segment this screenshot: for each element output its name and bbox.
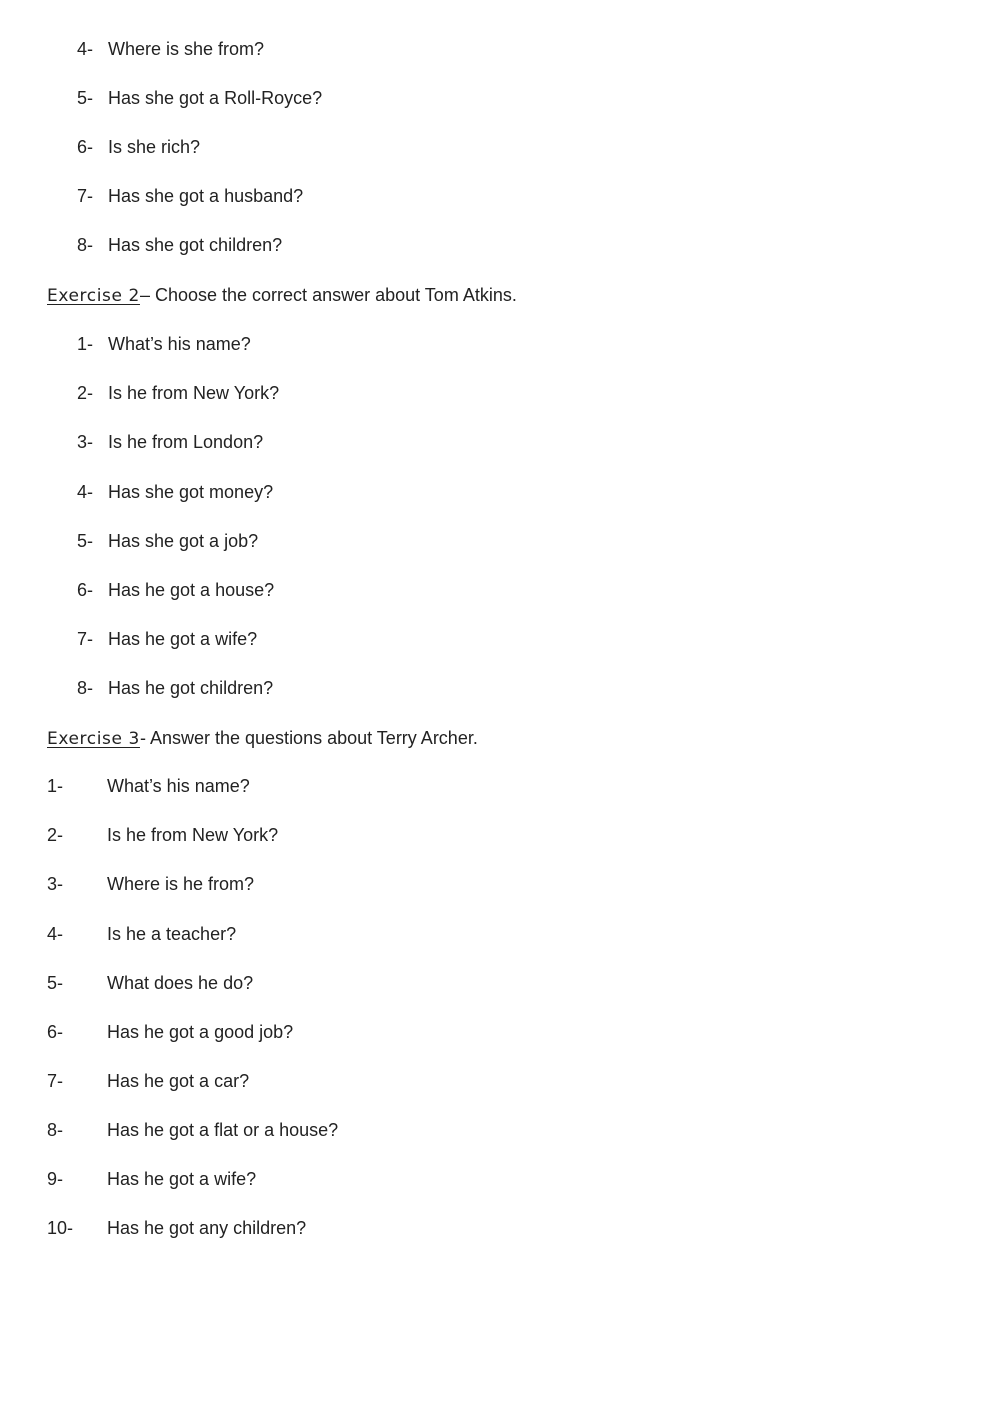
item-question: Is he a teacher? xyxy=(107,924,237,944)
item-question: Has he got any children? xyxy=(107,1218,307,1238)
item-question: Has she got children? xyxy=(108,235,283,255)
item-number: 1- xyxy=(47,776,64,796)
item-number: 7- xyxy=(77,186,94,206)
item-number: 7- xyxy=(47,1071,64,1091)
item-question: Is she rich? xyxy=(108,137,201,157)
item-question: Has she got a husband? xyxy=(108,186,304,206)
exercise3-instruction: Answer the questions about Terry Archer. xyxy=(149,728,478,748)
exercise2-heading xyxy=(47,280,517,310)
item-question: Has he got a wife? xyxy=(108,629,258,649)
item-question: Has he got a wife? xyxy=(107,1169,257,1189)
item-number: 8- xyxy=(47,1120,64,1140)
item-question: Has she got money? xyxy=(108,482,274,502)
item-question: Has she got a job? xyxy=(108,531,259,551)
item-question: Has he got children? xyxy=(108,678,274,698)
item-number: 3- xyxy=(47,874,64,894)
item-number: 4- xyxy=(47,924,64,944)
item-question: Has he got a flat or a house? xyxy=(107,1120,339,1140)
item-number: 5- xyxy=(47,973,64,993)
item-question: What’s his name? xyxy=(108,334,251,354)
item-number: 6- xyxy=(77,580,94,600)
item-number: 8- xyxy=(77,235,94,255)
exercise2-separator: – xyxy=(139,285,155,305)
exercise3-separator: - xyxy=(139,728,150,748)
item-question: Is he from New York? xyxy=(108,383,280,403)
item-question: Is he from London? xyxy=(108,432,264,452)
exercise3-heading xyxy=(47,723,478,753)
item-number: 9- xyxy=(47,1169,64,1189)
item-number: 5- xyxy=(77,531,94,551)
item-question: Has she got a Roll-Royce? xyxy=(108,88,323,108)
item-number: 6- xyxy=(47,1022,64,1042)
exercise3-label: Exercise 3 xyxy=(47,729,140,749)
item-number: 2- xyxy=(77,383,94,403)
item-question: Where is he from? xyxy=(107,874,255,894)
item-number: 8- xyxy=(77,678,94,698)
item-question: Has he got a good job? xyxy=(107,1022,294,1042)
item-number: 2- xyxy=(47,825,64,845)
item-number: 6- xyxy=(77,137,94,157)
item-number: 1- xyxy=(77,334,94,354)
item-question: Has he got a house? xyxy=(108,580,275,600)
item-question: Has he got a car? xyxy=(107,1071,250,1091)
item-number: 3- xyxy=(77,432,94,452)
exercise2-instruction: Choose the correct answer about Tom Atkins. xyxy=(154,285,517,305)
item-question: Where is she from? xyxy=(108,39,265,59)
exercise2-label: Exercise 2 xyxy=(47,286,140,306)
item-number: 5- xyxy=(77,88,94,108)
item-number: 10- xyxy=(47,1218,74,1238)
item-number: 4- xyxy=(77,482,94,502)
item-number: 7- xyxy=(77,629,94,649)
item-number: 4- xyxy=(77,39,94,59)
item-question: What’s his name? xyxy=(107,776,250,796)
item-question: Is he from New York? xyxy=(107,825,279,845)
item-question: What does he do? xyxy=(107,973,254,993)
